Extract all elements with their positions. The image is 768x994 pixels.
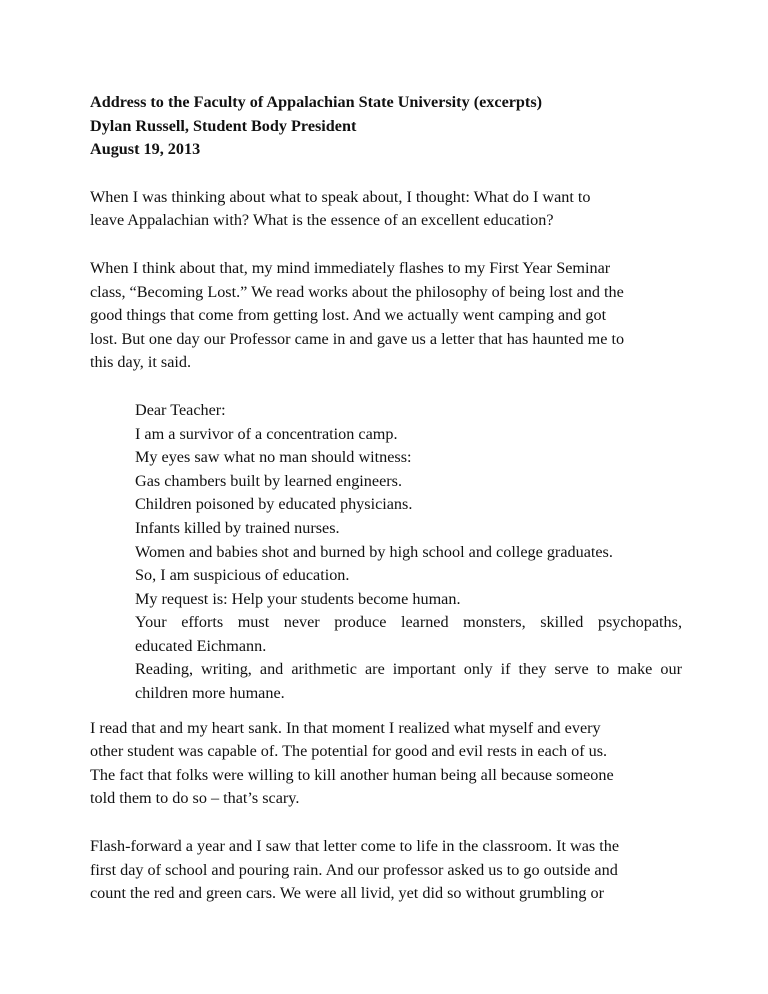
spacer (90, 375, 680, 399)
letter-line: So, I am suspicious of education. (135, 566, 350, 585)
text-line: good things that come from getting lost. And we actually went camping and got (90, 306, 607, 325)
text-line: When I was thinking about what to speak about, I thought: What do I want to (90, 187, 591, 206)
document-title: Address to the Faculty of Appalachian State University (excerpts) (90, 93, 543, 111)
letter-salutation: Dear Teacher: (135, 400, 226, 419)
spacer (90, 811, 680, 835)
paragraph-3 (90, 717, 680, 811)
text-line: The fact that folks were willing to kill another human being all because someone (90, 765, 614, 784)
text-line: I read that and my heart sank. In that moment I realized what myself and every (90, 718, 601, 737)
text-line: lost. But one day our Professor came in and gave us a letter that has haunted me to (90, 329, 625, 348)
letter-line: Your efforts must never produce learned monsters, skilled psychopaths, (135, 613, 682, 632)
spacer (90, 162, 680, 186)
quoted-letter (135, 399, 682, 706)
document-date: August 19, 2013 (90, 140, 201, 159)
text-line: When I think about that, my mind immediately flashes to my First Year Seminar (90, 258, 611, 277)
letter-line: Children poisoned by educated physicians. (135, 495, 413, 514)
letter-line: Women and babies shot and burned by high school and college graduates. (135, 542, 613, 561)
text-line: leave Appalachian with? What is the essence of an excellent education? (90, 211, 554, 230)
document-header (90, 91, 680, 162)
letter-line: Infants killed by trained nurses. (135, 518, 340, 537)
letter-line: My request is: Help your students become human. (135, 589, 461, 608)
text-line: other student was capable of. The potential for good and evil rests in each of us. (90, 742, 608, 761)
spacer (90, 706, 680, 717)
text-line: first day of school and pouring rain. And our professor asked us to go outside and (90, 860, 618, 879)
paragraph-1 (90, 186, 680, 233)
document-page (90, 91, 680, 906)
letter-line: Gas chambers built by learned engineers. (135, 471, 402, 490)
letter-line: My eyes saw what no man should witness: (135, 448, 412, 467)
spacer (90, 233, 680, 257)
letter-line: children more humane. (135, 684, 285, 703)
paragraph-2 (90, 257, 680, 375)
text-line: told them to do so – that’s scary. (90, 789, 300, 808)
letter-line: Reading, writing, and arithmetic are important only if they serve to make our (135, 660, 682, 679)
letter-line: I am a survivor of a concentration camp. (135, 424, 398, 443)
document-author: Dylan Russell, Student Body President (90, 116, 357, 135)
paragraph-4 (90, 835, 680, 906)
text-line: count the red and green cars. We were all livid, yet did so without grumbling or (90, 884, 605, 903)
text-line: class, “Becoming Lost.” We read works about the philosophy of being lost and the (90, 282, 624, 301)
letter-line: educated Eichmann. (135, 636, 267, 655)
text-line: Flash-forward a year and I saw that letter come to life in the classroom. It was the (90, 837, 620, 856)
text-line: this day, it said. (90, 353, 192, 372)
